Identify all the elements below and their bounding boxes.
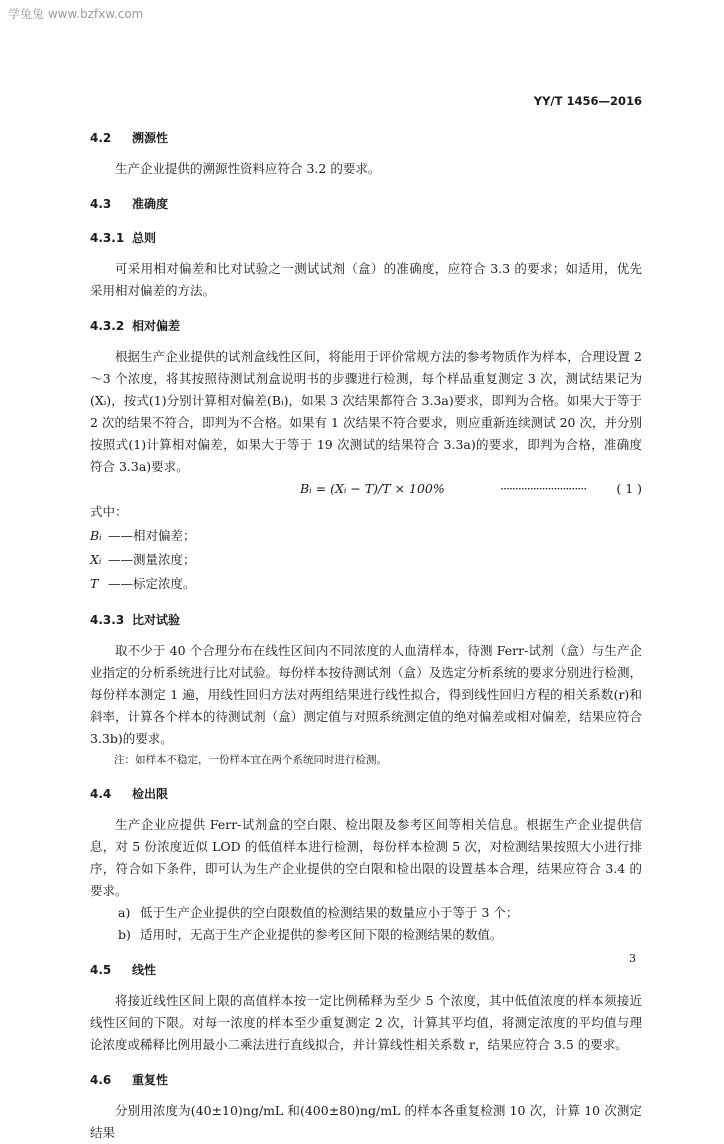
paragraph-4-6: 分别用浓度为(40±10)ng/mL 和(400±80)ng/mL 的样本各重复检测 10 次，计算 10 次测定结果 [90,1103,642,1140]
variable-x: Xᵢ ——测量浓度； [90,552,196,567]
heading-4-4: 4.4 检出限 [90,787,169,801]
where-label: 式中： [90,504,128,519]
page-number: 3 [629,952,636,965]
note-4-3-3: 注：如样本不稳定，一份样本宜在两个系统同时进行检测。 [114,754,387,766]
list-item-b: b) 适用时，无高于生产企业提供的参考区间下限的检测结果的数值。 [118,927,503,942]
heading-4-5: 4.5 线性 [90,963,157,977]
paragraph-4-2: 生产企业提供的溯源性资料应符合 3.2 的要求。 [115,161,381,176]
document-number: YY/T 1456—2016 [533,94,642,108]
heading-4-6: 4.6 重复性 [90,1073,169,1087]
heading-4-3: 4.3 准确度 [90,197,169,211]
page-body [90,128,642,1144]
paragraph-4-4: 生产企业应提供 Ferr-试剂盒的空白限、检出限及参考区间等相关信息。根据生产企业提供信息，对 5 份浓度近似 LOD 的低值样本进行检测，每份样本检测 5 次，对检测结果按照大小进行排序，符合如下条件，即可认为生产企业提供的空白限和检出限的设置基本合理，结果应符合 3.4 的要求。 [90,817,642,898]
paragraph-4-3-2: 根据生产企业提供的试剂盒线性区间，将能用于评价常规方法的参考物质作为样本，合理设置 2～3 个浓度，将其按照待测试剂盒说明书的步骤进行检测，每个样品重复测定 3 次，测试结果记为(Xᵢ)，按式(1)分别计算相对偏差(Bᵢ)，如果 3 次结果都符合 3.3a)要求，即判为合格。如果大于等于 2 次的结果不符合，即判为不合格。如果有 1 次结果不符合要求，则应重新连续测试 20 次，并分别按照式(1)计算相对偏差，如果大于等于 19 次测试的结果符合 3.3a)的要求，即判为合格，准确度符合 3.3a)要求。 [90,349,642,474]
paragraph-4-5: 将接近线性区间上限的高值样本按一定比例稀释为至少 5 个浓度，其中低值浓度的样本须接近线性区间的下限。对每一浓度的样本至少重复测定 2 次，计算其平均值，将测定浓度的平均值与理论浓度或稀释比例用最小二乘法进行直线拟合，并计算线性相关系数 r，结果应符合 3.5 的要求。 [90,993,642,1052]
list-item-a: a) 低于生产企业提供的空白限数值的检测结果的数量应小于等于 3 个； [118,905,519,920]
formula-1 [90,478,642,500]
paragraph-4-3-1: 可采用相对偏差和比对试验之一测试试剂（盒）的准确度，应符合 3.3 的要求；如适用，优先采用相对偏差的方法。 [90,261,642,298]
variable-b: Bᵢ ——相对偏差； [90,528,196,543]
heading-4-2: 4.2 溯源性 [90,131,169,145]
formula-number: ( 1 ) [616,481,642,496]
heading-4-3-3: 4.3.3 比对试验 [90,613,181,627]
heading-4-3-1: 4.3.1 总则 [90,231,157,245]
paragraph-4-3-3: 取不少于 40 个合理分布在线性区间内不同浓度的人血清样本，待测 Ferr-试剂（盒）与生产企业指定的分析系统进行比对试验。每份样本按待测试剂（盒）及选定分析系统的要求分别进行检测，每份样本测定 1 遍，用线性回归方法对两组结果进行线性拟合，得到线性回归方程的相关系数(r)和斜率，计算各个样本的待测试剂（盒）测定值与对照系统测定值的绝对偏差或相对偏差，结果应符合 3.3b)的要求。 [90,643,642,746]
formula-expression: Bᵢ = (Xᵢ − T)/T × 100% [300,481,445,496]
variable-t: T ——标定浓度。 [90,576,196,591]
watermark: 学兔兔 www.bzfxw.com [8,7,144,21]
formula-leader: ····························· [500,481,587,496]
heading-4-3-2: 4.3.2 相对偏差 [90,319,181,333]
